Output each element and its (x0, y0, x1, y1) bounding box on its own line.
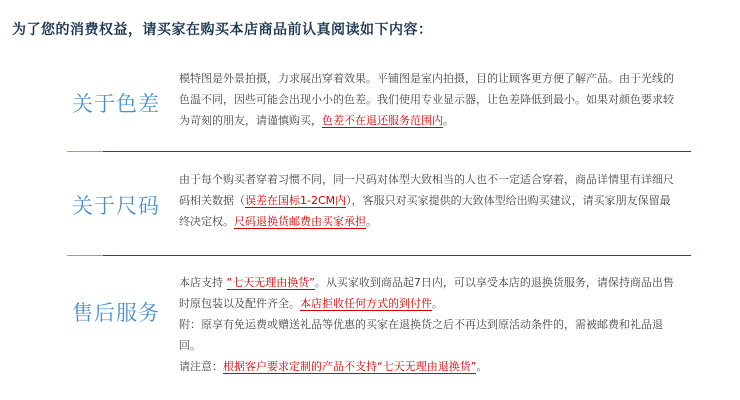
cod-refusal-highlight: 本店拒收任何方式的到付件 (300, 297, 432, 310)
size-section-title: 关于尺码 (72, 194, 160, 218)
color-section-text: 模特图是外景拍摄，力求展出穿着效果。平铺图是室内拍摄，目的让顾客更方便了解产品。由于光线的色温不同，因些可能会出现小小的色差。我们使用专业显示器，让色差降低到最小。如果对颜色要求较为苛刻的朋友，请谨慎购买， (179, 72, 674, 127)
color-section-body (179, 68, 679, 131)
color-highlight: 色差不在退还服务范围内 (322, 114, 443, 127)
size-section-end: 。 (366, 215, 377, 228)
color-section-paragraph (179, 68, 679, 131)
separator-1-accent (67, 151, 103, 152)
service-section-paragraph (179, 272, 679, 314)
size-section-body (179, 169, 679, 232)
separator-1 (67, 151, 691, 152)
service-section-text: 本店支持 (179, 276, 227, 289)
size-section-paragraph (179, 169, 679, 232)
size-error-highlight: 误差在国标1-2CM内 (245, 194, 347, 207)
service-section-body (179, 272, 679, 377)
service-section-end: 。 (432, 297, 443, 310)
color-section-end: 。 (443, 114, 454, 127)
color-section-title: 关于色差 (72, 92, 160, 116)
seven-day-exchange-highlight: “七天无理由换货” (226, 276, 315, 289)
service-note: 附：原享有免运费或赠送礼品等优惠的买家在退换货之后不再达到原活动条件的，需被邮费和礼品退回。 (179, 318, 663, 352)
custom-product-highlight: 根据客户要求定制的产品不支持“七天无理由退换货” (223, 360, 477, 373)
reminder-end: 。 (476, 360, 488, 373)
service-section-text-2: 。从买家收到商品起7日内，可以享受本店的退换货服务，请保持商品出售时原包装以及配件齐全。 (179, 276, 674, 310)
separator-2-accent (67, 255, 103, 256)
size-section-text-2: ），客服只对买家提供的大致体型给出购买建议，请买家朋友保留最终决定权。 (179, 194, 671, 228)
size-section-text: 由于每个购买者穿着习惯不同，同一尺码对体型大致相当的人也不一定适合穿着，商品详情里有详细尺码相关数据（ (179, 173, 674, 207)
service-section-title: 售后服务 (72, 301, 160, 325)
separator-2 (67, 255, 691, 256)
reminder-label: 请注意： (179, 360, 223, 373)
service-reminder (179, 356, 679, 377)
size-shipping-highlight: 尺码退换货邮费由买家承担 (234, 215, 366, 228)
page-heading: 为了您的消费权益，请买家在购买本店商品前认真阅读如下内容： (12, 22, 433, 38)
